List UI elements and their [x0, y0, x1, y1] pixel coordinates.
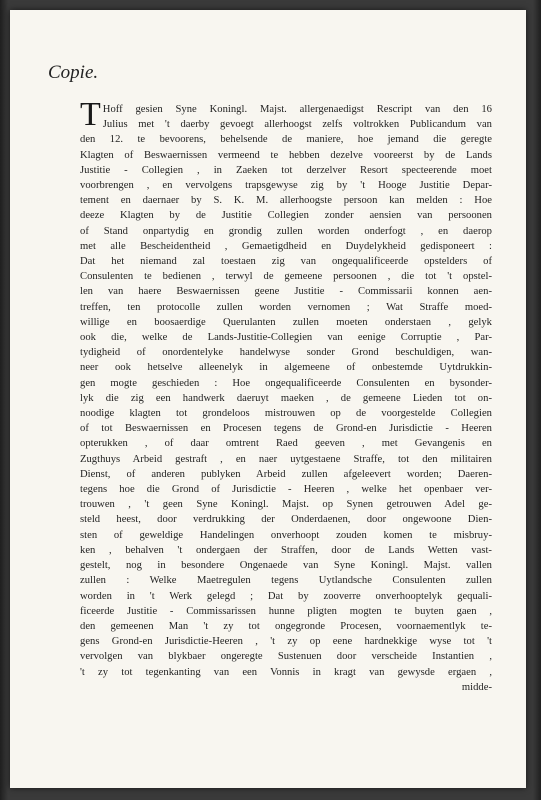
text-line-content: tydigheid of onordentelyke handelwyse sonder Grond beschuldigen, wan-: [80, 347, 492, 359]
text-line: [80, 224, 492, 239]
text-line-content: opterukken , of daar omtrent Raed geeven , met Gevangenis en: [80, 438, 492, 450]
text-line: [80, 193, 492, 208]
page-heading: Copie.: [48, 62, 99, 83]
text-line-content: of tot Beswaernissen en Procesen tegens de Grond-en Jurisdictie - Heeren: [80, 423, 492, 435]
text-line-content: Klagten of Beswaernissen vermeend te hebben dezelve vooreerst by de Lands: [80, 149, 492, 161]
text-line-content: Dienst, of anderen publyken Arbeid zullen afgeleevert worden; Daeren-: [80, 468, 492, 480]
text-line-content: of Stand onpartydig en grondig zullen worden onderfogt , en daerop: [80, 225, 492, 237]
text-line-content: steld heest, door verdrukking der Onderdaenen, door ongewoone Dien-: [80, 514, 492, 526]
text-line-content: lyk die zig een handwerk daeruyt maeken , de gemeene Lieden tot on-: [80, 392, 492, 404]
text-line: [80, 269, 492, 284]
text-line: [80, 589, 492, 604]
text-line: [80, 467, 492, 482]
text-line: [80, 406, 492, 421]
text-line: [80, 391, 492, 406]
text-line-content: den gemeenen Man 't zy tot ongegronde Procesen, voornaementlyk te-: [80, 620, 492, 632]
text-line: [80, 604, 492, 619]
catchword: midde-: [461, 681, 492, 693]
text-line-content: ficeerde Justitie - Commissarissen hunne pligten mogten te buyten gaen ,: [80, 605, 492, 617]
text-line: [80, 315, 492, 330]
text-line-content: Consulenten te bedienen , terwyl de gemeene persoonen , die tot 't opstel-: [80, 271, 492, 283]
text-line: [80, 345, 492, 360]
text-line-content: den 12. te bevoorens, behelsende de maniere, hoe jemand die geregte: [80, 134, 492, 146]
text-line: [80, 284, 492, 299]
text-line-content: Zugthuys Arbeid gestraft , en naer uytgestaene Straffe, tot den militairen: [80, 453, 492, 465]
text-line: [80, 528, 492, 543]
text-line-content: willige en boosaerdige Querulanten zullen moeten onderstaen , gelyk: [80, 316, 492, 328]
text-line: [80, 512, 492, 527]
text-line: [80, 497, 492, 512]
text-line: [80, 300, 492, 315]
text-line: [80, 239, 492, 254]
text-line-content: noodige klagten tot grondeloos mistrouwen op de voorgestelde Collegien: [80, 408, 492, 420]
document-page: [10, 10, 526, 788]
text-line: [80, 148, 492, 163]
text-line: [80, 452, 492, 467]
text-line: [80, 619, 492, 634]
text-line-content: len van haere Beswaernissen geene Justitie - Commissarii konnen aen-: [80, 286, 492, 298]
text-line-content: Justitie - Collegien , in Zaeken tot derzelver Resort specteerende moet: [80, 164, 492, 176]
text-line-content: deeze Klagten by de Justitie Collegien zonder aensien van persoonen: [80, 210, 492, 222]
text-line-content: gen mogte geschieden : Hoe ongequalificeerde Consulenten en bysonder-: [80, 377, 492, 389]
text-line-content: trouwen , 't geen Syne Koningl. Majst. op Synen getrouwen Adel ge-: [80, 499, 492, 511]
text-line-content: Julius met 't daerby gevoegt allerhoogst zelfs voltrokken Publicandum van: [102, 119, 492, 131]
text-line-content: treffen, ten protocolle zullen worden vernomen ; Wat Straffe moed-: [80, 301, 492, 313]
text-line: [80, 573, 492, 588]
text-line: [80, 102, 492, 117]
text-line-content: vervolgen van blykbaer ongeregte Sustenuen door verscheide Instantien ,: [80, 651, 492, 663]
text-line: [80, 482, 492, 497]
text-line: [80, 665, 492, 680]
text-line-content: Dat het niemand zal toestaen zig van ongequalificeerde opstelders of: [80, 256, 492, 268]
drop-cap: T: [80, 96, 101, 133]
text-line-content: ken , behalven 't ondergaen der Straffen, door de Lands Wetten vast-: [80, 544, 492, 556]
text-line-content: ook die, welke de Lands-Justitie-Collegien van eenige Corruptie , Par-: [80, 332, 492, 344]
text-line: [80, 421, 492, 436]
text-line-content: neer ook hetselve alleenelyk in algemeene of onbestemde Uytdrukkin-: [80, 362, 492, 374]
text-line-content: tement en daernaer by S. K. M. allerhoogste persoon kan melden : Hoe: [80, 195, 492, 207]
text-line-content: 't zy tot tegenkanting van een Vonnis in kragt van gewysde ergaen ,: [80, 666, 492, 678]
text-line: [80, 208, 492, 223]
document-body: [80, 96, 492, 695]
text-line-content: voorbrengen , en vervolgens trapsgewyse zig by 't Hooge Justitie Depar-: [80, 180, 492, 192]
text-line: [80, 376, 492, 391]
text-line: [80, 649, 492, 664]
text-line: [80, 360, 492, 375]
text-line-content: Hoff gesien Syne Koningl. Majst. allergenaedigst Rescript van den 16: [102, 104, 492, 115]
text-line: [80, 543, 492, 558]
text-line-content: zullen : Welke Maetregulen tegens Uytlandsche Consulenten zullen: [80, 575, 492, 587]
text-line: [80, 163, 492, 178]
text-line-content: gestelt, nog in besondere Ongenaede van Syne Koningl. Majst. vallen: [80, 560, 492, 572]
text-line: [80, 254, 492, 269]
text-line-content: gens Grond-en Jurisdictie-Heeren , 't zy op eene hardnekkige wyse tot 't: [80, 636, 492, 648]
text-line-content: worden in 't Werk gelegd ; Dat by zooverre onverhooptelyk gequali-: [80, 590, 492, 602]
text-line: [80, 558, 492, 573]
text-line: [80, 178, 492, 193]
text-line: [80, 330, 492, 345]
text-line-content: tegens hoe die Grond of Jurisdictie - Heeren , welke het openbaer ver-: [80, 484, 492, 496]
text-line: [80, 132, 492, 147]
text-line: [80, 634, 492, 649]
text-line-content: sten of geweldige Handelingen onverhoopt zouden komen te misbruy-: [80, 529, 492, 541]
text-line-content: met alle Bescheidentheid , Gemaetigdheid en Duydelykheid gedisponeert :: [80, 240, 492, 252]
text-line: [80, 117, 492, 132]
text-line: [80, 436, 492, 451]
